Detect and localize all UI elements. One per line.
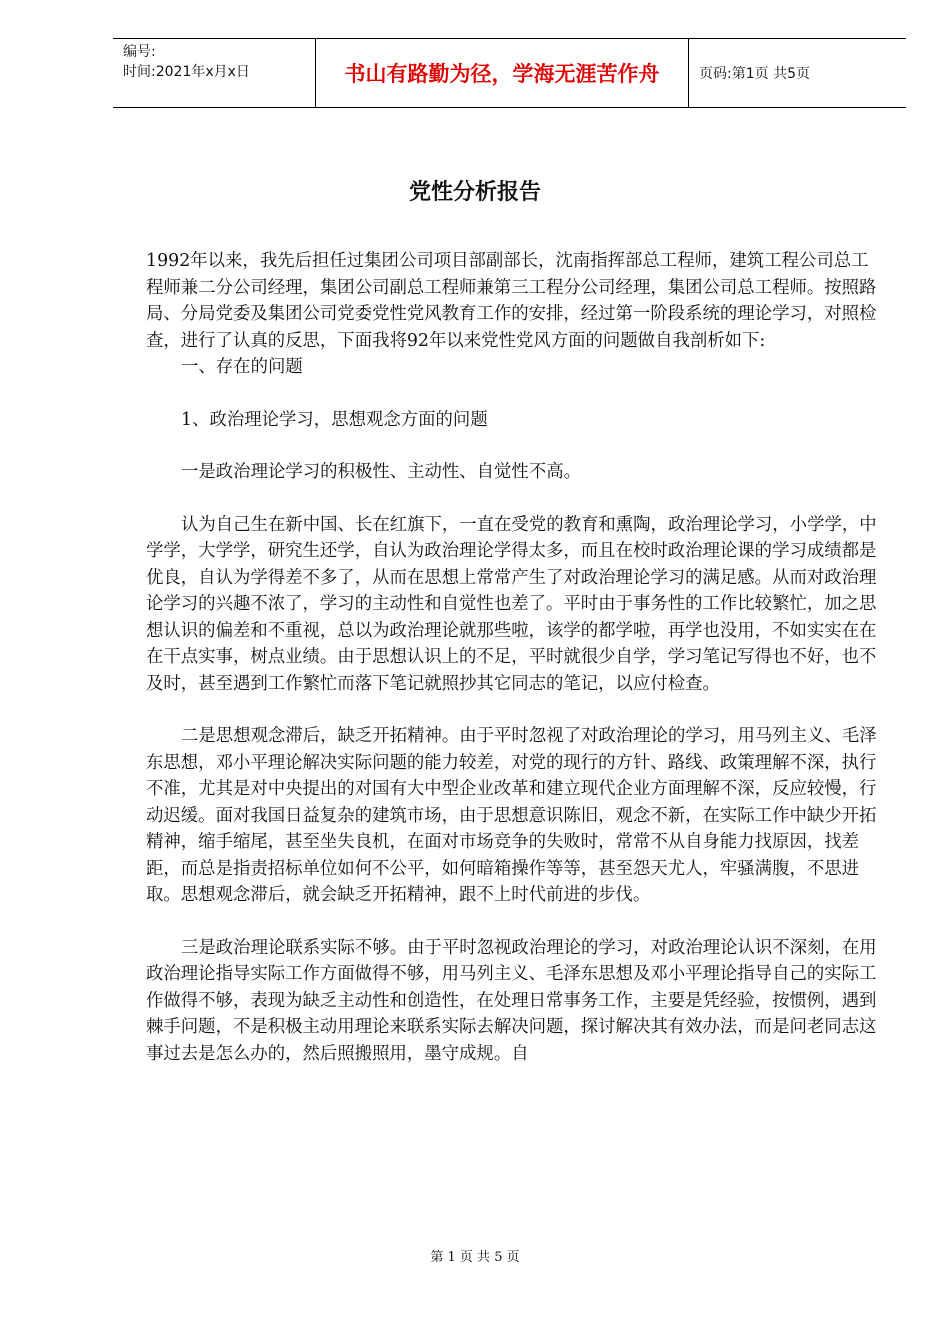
- header-page-label: 页码:第1页 共5页: [699, 66, 810, 82]
- document-number-label: 编号:: [123, 44, 156, 60]
- page-header: [113, 38, 906, 108]
- point-heading-one: 一是政治理论学习的积极性、主动性、自觉性不高。: [181, 462, 581, 482]
- page-footer: 第 1 页 共 5 页: [430, 1250, 520, 1265]
- paragraph-point-one-detail: 认为自己生在新中国、长在红旗下，一直在受党的教育和熏陶，政治理论学习，小学学，中学学，大学学，研究生还学，自认为政治理论学得太多，而且在校时政治理论课的学习成绩都是优良，自认为学得差不多了，从而在思想上常常产生了对政治理论学习的满足感。从而对政治理论学习的兴趣不浓了，学习的主动性和自觉性也差了。平时由于事务性的工作比较繁忙，加之思想认识的偏差和不重视，总以为政治理论就那些啦，该学的都学啦，再学也没用，不如实实在在在干点实事，树点业绩。由于思想认识上的不足，平时就很少自学，学习笔记写得也不好，也不及时，甚至遇到工作繁忙而落下笔记就照抄其它同志的笔记，以应付检查。: [146, 514, 877, 694]
- header-motto: 书山有路勤为径，学海无涯苦作舟: [315, 39, 689, 107]
- paragraph-intro: 1992年以来，我先后担任过集团公司项目部副部长，沈南指挥部总工程师，建筑工程公司总工程师兼二分公司经理，集团公司副总工程师兼第三工程分公司经理，集团公司总工程师。按照路局、分局党委及集团公司党委党性党风教育工作的安排，经过第一阶段系统的理论学习，对照检查，进行了认真的反思，下面我将92年以来党性党风方面的问题做自我剖析如下:: [146, 251, 877, 351]
- subsection-heading-political-theory: 1、政治理论学习，思想观念方面的问题: [181, 409, 488, 430]
- document-title: 党性分析报告: [408, 180, 541, 205]
- paragraph-point-two: 二是思想观念滞后，缺乏开拓精神。由于平时忽视了对政治理论的学习，用马列主义、毛泽东思想，邓小平理论解决实际问题的能力较差，对党的现行的方针、路线、政策理解不深，执行不准，尤其是对中央提出的对国有大中型企业改革和建立现代企业方面理解不深，反应较慢，行动迟缓。面对我国日益复杂的建筑市场，由于思想意识陈旧，观念不新，在实际工作中缺少开拓精神，缩手缩尾，甚至坐失良机，在面对市场竞争的失败时，常常不从自身能力找原因，找差距，而总是指责招标单位如何不公平，如何暗箱操作等等，甚至怨天尤人，牢骚满腹，不思进取。思想观念滞后，就会缺乏开拓精神，跟不上时代前进的步伐。: [146, 726, 877, 905]
- paragraph-point-three: 三是政治理论联系实际不够。由于平时忽视政治理论的学习，对政治理论认识不深刻，在用政治理论指导实际工作方面做得不够，用马列主义、毛泽东思想及邓小平理论指导自己的实际工作做得不够，表现为缺乏主动性和创造性，在处理日常事务工作，主要是凭经验，按惯例，遇到棘手问题，不是积极主动用理论来联系实际去解决问题，探讨解决其有效办法，而是问老同志这事过去是怎么办的，然后照搬照用，墨守成规。自: [146, 937, 877, 1064]
- document-time-label: 时间:2021年x月x日: [123, 64, 250, 80]
- section-heading-problems: 一、存在的问题: [181, 357, 303, 377]
- header-meta: [113, 39, 315, 107]
- document-body: [146, 248, 882, 1067]
